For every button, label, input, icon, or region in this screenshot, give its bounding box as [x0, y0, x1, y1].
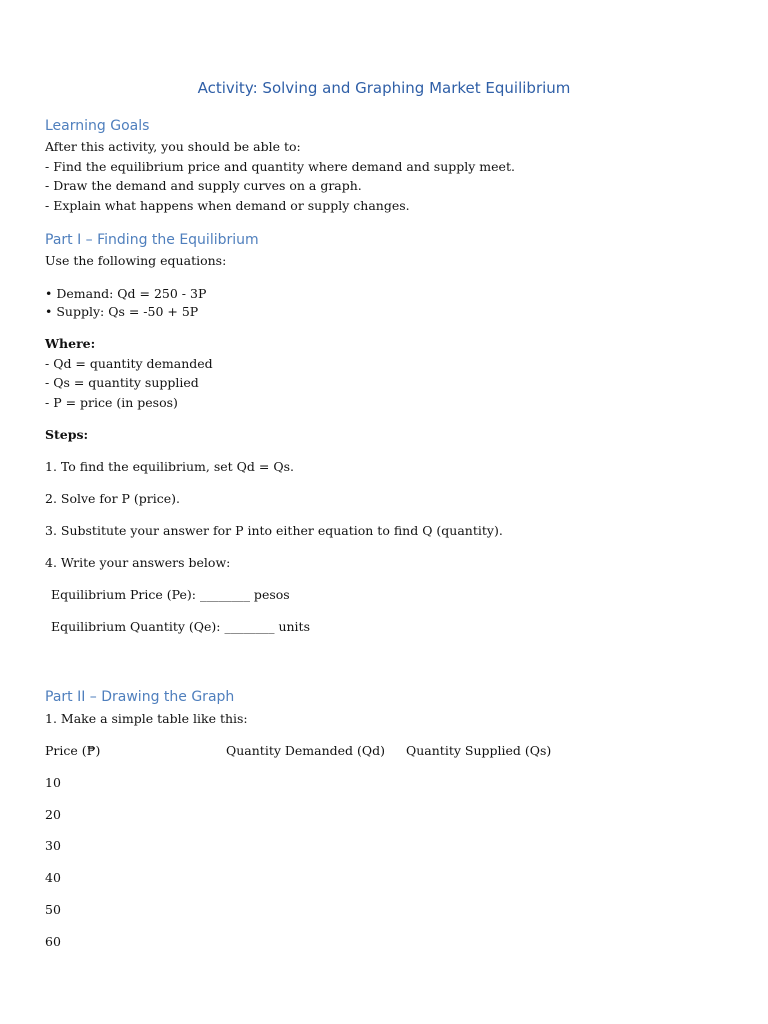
part2-intro: 1. Make a simple table like this:	[45, 711, 248, 726]
step-item: 4. Write your answers below:	[45, 555, 231, 570]
where-item: - P = price (in pesos)	[45, 395, 178, 410]
learning-goal-item: - Explain what happens when demand or supply changes.	[45, 198, 410, 213]
where-item: - Qs = quantity supplied	[45, 375, 199, 390]
learning-goals-intro: After this activity, you should be able to:	[45, 139, 301, 154]
part1-intro: Use the following equations:	[45, 253, 227, 268]
table-row-price: 20	[45, 807, 61, 822]
part2-heading: Part II – Drawing the Graph	[45, 689, 235, 705]
table-row-price: 60	[45, 934, 61, 949]
learning-goal-item: - Draw the demand and supply curves on a graph.	[45, 178, 362, 193]
step-item: 1. To find the equilibrium, set Qd = Qs.	[45, 459, 294, 474]
table-header-qd: Quantity Demanded (Qd)	[226, 743, 386, 758]
page-title: Activity: Solving and Graphing Market Equilibrium	[197, 79, 571, 97]
step-item: 2. Solve for P (price).	[45, 491, 181, 506]
table-row-price: 30	[45, 838, 61, 853]
step-item: 3. Substitute your answer for P into either equation to find Q (quantity).	[45, 523, 503, 538]
learning-goal-item: - Find the equilibrium price and quantity where demand and supply meet.	[45, 159, 515, 174]
supply-equation: • Supply: Qs = -50 + 5P	[45, 304, 199, 319]
table-header-price: Price (₱)	[45, 743, 101, 758]
where-label: Where:	[45, 336, 96, 351]
equilibrium-quantity-blank: Equilibrium Quantity (Qe): ________ units	[51, 619, 310, 634]
where-item: - Qd = quantity demanded	[45, 356, 213, 371]
steps-label: Steps:	[45, 427, 89, 442]
table-row-price: 10	[45, 775, 61, 790]
learning-goals-heading: Learning Goals	[45, 118, 150, 134]
equilibrium-price-blank: Equilibrium Price (Pe): ________ pesos	[51, 587, 290, 602]
table-header-qs: Quantity Supplied (Qs)	[406, 743, 552, 758]
table-row-price: 50	[45, 902, 61, 917]
demand-equation: • Demand: Qd = 250 - 3P	[45, 286, 207, 301]
table-row-price: 40	[45, 870, 61, 885]
document-page	[45, 0, 735, 1024]
part1-heading: Part I – Finding the Equilibrium	[45, 232, 259, 248]
